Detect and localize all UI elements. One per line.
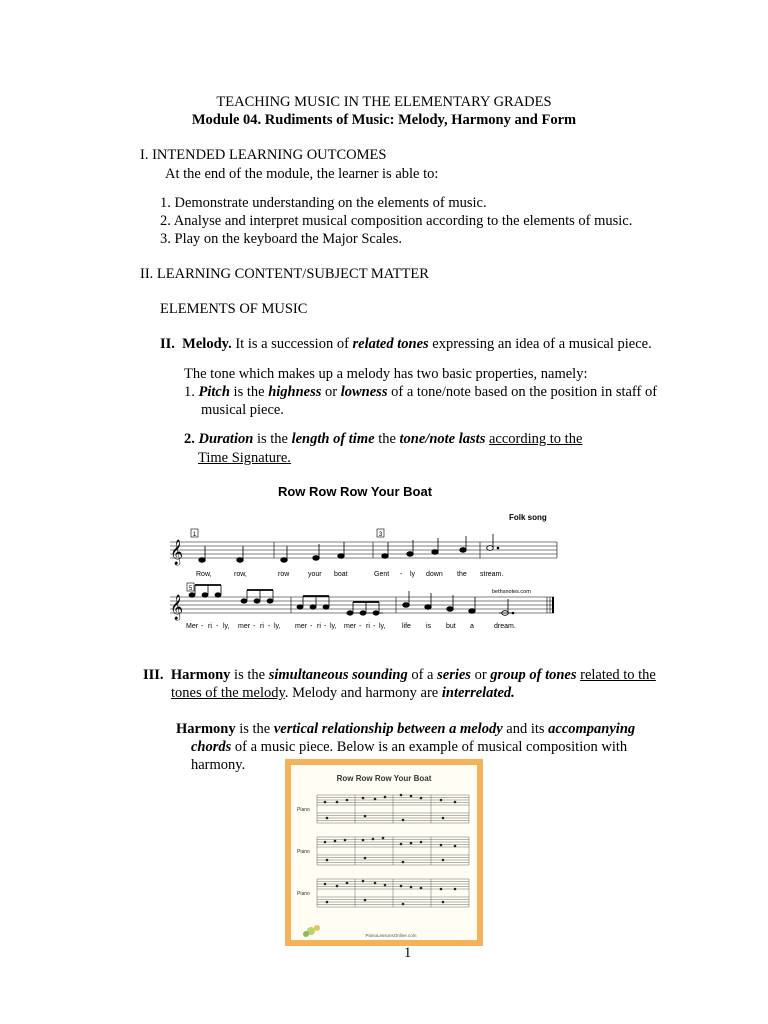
- harmony-explanation-cont: [191, 739, 627, 756]
- text: of a music piece. Below is an example of musical composition with: [231, 739, 628, 755]
- text: of a: [407, 667, 438, 683]
- text: the: [374, 431, 400, 447]
- text-emphasis: highness: [268, 384, 322, 400]
- melody-properties-intro: The tone which makes up a melody has two basic properties, namely:: [184, 366, 588, 382]
- lyric: a: [470, 623, 474, 630]
- melody-term: Melody.: [182, 336, 232, 352]
- text-emphasis: chords: [191, 739, 232, 755]
- text: is the: [230, 667, 269, 683]
- lyric: -: [216, 623, 219, 630]
- lyric: -: [310, 623, 313, 630]
- lyric: ly,: [274, 623, 281, 630]
- section-heading-content: II. LEARNING CONTENT/SUBJECT MATTER: [140, 266, 429, 282]
- melody-score: [160, 478, 570, 638]
- pitch-definition: [184, 384, 657, 401]
- lyric: ri: [208, 623, 212, 630]
- text-emphasis: tone/note lasts: [399, 431, 486, 447]
- lyric: down: [426, 571, 443, 578]
- score-footer: PianoLessonsOnline.com: [365, 933, 417, 938]
- lyric: ri: [317, 623, 321, 630]
- lyric: ly: [410, 571, 416, 578]
- text-emphasis: related tones: [352, 336, 429, 352]
- harmony-term: Harmony: [176, 721, 236, 737]
- text-emphasis: group of tones: [490, 667, 577, 683]
- harmony-definition: [143, 667, 656, 684]
- flower-logo-icon: [303, 925, 320, 937]
- lyric: -: [373, 623, 376, 630]
- lyric: ri: [260, 623, 264, 630]
- piano-staves: [317, 795, 469, 907]
- part-label: Piano: [297, 891, 310, 897]
- lyric: -: [359, 623, 362, 630]
- melody-number: II.: [160, 336, 175, 352]
- lyric: Row,: [196, 571, 212, 578]
- text: or: [470, 667, 491, 683]
- text-emphasis: length of time: [291, 431, 375, 447]
- lyric: -: [400, 571, 403, 578]
- list-number: 2.: [184, 431, 199, 447]
- text: is the: [235, 721, 274, 737]
- text: and its: [502, 721, 549, 737]
- harmony-score-sheet: [291, 765, 477, 940]
- text-emphasis: series: [437, 667, 471, 683]
- lyric: row,: [234, 571, 247, 578]
- lyric: Mer: [186, 623, 199, 630]
- lyric: -: [324, 623, 327, 630]
- lyric: is: [426, 623, 432, 630]
- lyric: ly,: [330, 623, 337, 630]
- lyric: -: [268, 623, 271, 630]
- lyric: the: [457, 571, 467, 578]
- staff-system-2: [170, 583, 554, 630]
- lyric: life: [402, 623, 411, 630]
- notes-system-2: [189, 585, 514, 615]
- harmony-score: [291, 765, 477, 940]
- text-emphasis: lowness: [340, 384, 388, 400]
- pitch-definition-cont: musical piece.: [201, 402, 284, 418]
- text-emphasis: interrelated.: [441, 685, 515, 701]
- harmony-score-frame: [285, 759, 483, 946]
- duration-definition: [184, 431, 582, 448]
- lyric: mer: [238, 623, 251, 630]
- text: of a tone/note based on the position in staff of: [387, 384, 658, 400]
- duration-definition-cont: Time Signature.: [198, 450, 291, 466]
- harmony-number: III.: [143, 667, 164, 683]
- harmony-explanation-end: harmony.: [191, 757, 246, 773]
- measure-number: 1: [192, 532, 197, 538]
- lyric: ly,: [223, 623, 230, 630]
- lyric: stream.: [480, 571, 504, 578]
- treble-clef-icon: 𝄞: [170, 594, 184, 619]
- text-underlined: related to the: [580, 667, 656, 683]
- course-title: TEACHING MUSIC IN THE ELEMENTARY GRADES: [216, 94, 552, 110]
- measure-number: 3: [378, 532, 383, 538]
- lyric: row: [278, 571, 290, 578]
- text-emphasis: simultaneous sounding: [268, 667, 408, 683]
- lyric: -: [201, 623, 204, 630]
- piano-notes: [324, 794, 457, 906]
- duration-term: Duration: [198, 431, 254, 447]
- melody-definition: [160, 336, 652, 353]
- score-title: Row Row Row Your Boat: [336, 774, 432, 783]
- pitch-term: Pitch: [198, 384, 230, 400]
- harmony-explanation: [176, 721, 635, 738]
- lyric: mer: [295, 623, 308, 630]
- text: is the: [229, 384, 269, 400]
- score-title: Row Row Row Your Boat: [277, 484, 433, 499]
- lyric: dream.: [494, 623, 516, 630]
- outcome-item: 2. Analyse and interpret musical composition according to the elements of music.: [160, 213, 633, 229]
- staff-system-1: [170, 529, 557, 578]
- text-underlined: according to the: [488, 431, 583, 447]
- lyric: ly,: [379, 623, 386, 630]
- module-title: Module 04. Rudiments of Music: Melody, Harmony and Form: [191, 112, 577, 128]
- lyric: but: [446, 623, 456, 630]
- outcome-item: 1. Demonstrate understanding on the elements of music.: [160, 195, 487, 211]
- text-emphasis: accompanying: [548, 721, 636, 737]
- outcome-item: 3. Play on the keyboard the Major Scales.: [160, 231, 403, 247]
- harmony-term: Harmony: [170, 667, 231, 683]
- elements-heading: ELEMENTS OF MUSIC: [160, 301, 308, 317]
- lyric: Gent: [374, 571, 390, 578]
- text: . Melody and harmony are: [284, 685, 442, 701]
- lyric: -: [253, 623, 256, 630]
- text: or: [321, 384, 341, 400]
- page-number: 1: [404, 945, 412, 961]
- outcomes-intro: At the end of the module, the learner is able to:: [165, 166, 439, 182]
- section-heading-outcomes: I. INTENDED LEARNING OUTCOMES: [140, 147, 387, 163]
- treble-clef-icon: 𝄞: [170, 539, 184, 564]
- text-emphasis: vertical relationship between a melody: [273, 721, 503, 737]
- harmony-definition-cont: [171, 685, 515, 702]
- score-credit: Folk song: [509, 513, 547, 522]
- text: It is a succession of: [231, 336, 353, 352]
- text-underlined: tones of the melody: [171, 685, 285, 701]
- lyric: mer: [344, 623, 357, 630]
- lyric: boat: [334, 571, 348, 578]
- text: expressing an idea of a musical piece.: [428, 336, 652, 352]
- site-credit: bethsnotes.com: [492, 589, 531, 595]
- part-label: Piano: [297, 807, 310, 813]
- lyric: your: [308, 571, 322, 578]
- part-label: Piano: [297, 849, 310, 855]
- lyric: ri: [366, 623, 370, 630]
- list-number: 1.: [184, 384, 199, 400]
- measure-number: 5: [188, 586, 193, 592]
- text: is the: [253, 431, 292, 447]
